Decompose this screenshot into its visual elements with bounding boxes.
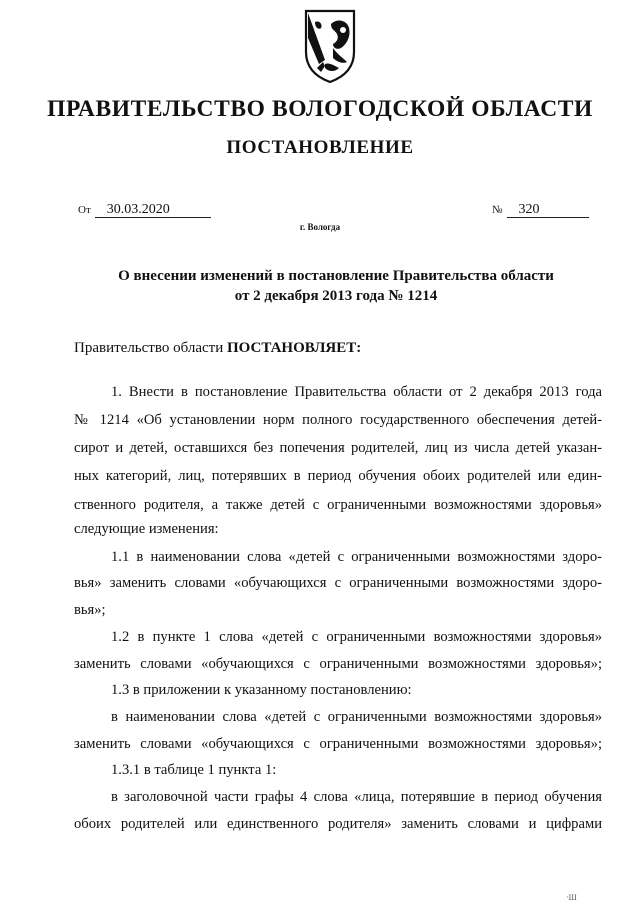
subject-line-2: от 2 декабря 2013 года № 1214 (234, 288, 438, 304)
body-line: 1.3.1 в таблице 1 пункта 1: (111, 762, 277, 778)
preamble (74, 340, 361, 357)
body-line: вья» заменить словами «обучающихся с ограниченными возможностями здоро- (74, 575, 602, 591)
body-line: 1.1 в наименовании слова «детей с ограниченными возможностями здоро- (111, 549, 602, 565)
body-line: ственного родителя, а также детей с ограниченными возможностями здоровья» (74, 497, 602, 513)
body-line: № 1214 «Об установлении норм полного государственного обеспечения детей- (74, 412, 602, 428)
body-line: в заголовочной части графы 4 слова «лица, потерявшие в период обучения (111, 789, 602, 805)
body-line: 1.3 в приложении к указанному постановлению: (111, 682, 412, 698)
document-type: ПОСТАНОВЛЕНИЕ (226, 137, 414, 158)
city-label: г. Вологда (299, 222, 341, 232)
body-line: 1.2 в пункте 1 слова «детей с ограниченными возможностями здоровья» (111, 629, 602, 645)
preamble-text: Правительство области (74, 340, 227, 356)
body-line: следующие изменения: (74, 521, 219, 537)
document-number-block (492, 203, 589, 218)
body-line: 1. Внести в постановление Правительства области от 2 декабря 2013 года (111, 384, 602, 400)
body-line: ных категорий, лиц, потерявших в период обучения обоих родителей или един- (74, 468, 602, 484)
document-date: 30.03.2020 (95, 203, 211, 218)
document-date-block (78, 203, 211, 218)
page-mark: ·Ш (566, 893, 577, 902)
date-prefix: От (78, 204, 91, 216)
number-prefix: № (492, 204, 503, 216)
subject-line-1: О внесении изменений в постановление Правительства области (118, 268, 554, 284)
body-line: заменить словами «обучающихся с ограниченными возможностями здоровья»; (74, 656, 602, 672)
document-number: 320 (507, 203, 589, 218)
body-line: сирот и детей, оставшихся без попечения родителей, лиц из числа детей указан- (74, 440, 602, 456)
body-line: вья»; (74, 602, 106, 618)
government-title: ПРАВИТЕЛЬСТВО ВОЛОГОДСКОЙ ОБЛАСТИ (47, 96, 593, 122)
preamble-bold: ПОСТАНОВЛЯЕТ: (226, 340, 362, 356)
document-subject (0, 266, 640, 306)
vologda-coat-of-arms-icon (303, 8, 357, 84)
body-line: обоих родителей или единственного родителя» заменить словами и цифрами (74, 816, 602, 832)
body-line: в наименовании слова «детей с ограниченными возможностями здоровья» (111, 709, 602, 725)
body-line: заменить словами «обучающихся с ограниченными возможностями здоровья»; (74, 736, 602, 752)
